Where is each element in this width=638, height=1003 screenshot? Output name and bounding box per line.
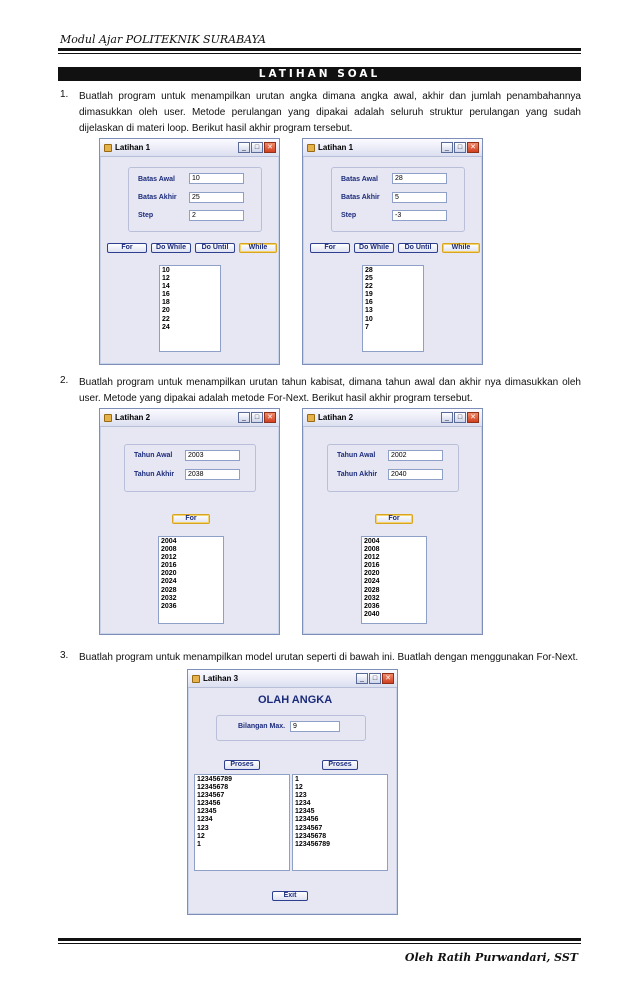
question-3-text: Buatlah program untuk menampilkan model urutan seperti di bawah ini. Buatlah dengan menggunakan For-Next. bbox=[79, 652, 579, 663]
olah-angka-heading: OLAH ANGKA bbox=[258, 694, 333, 706]
list-item[interactable]: 2004 bbox=[364, 538, 380, 545]
footer-rule bbox=[58, 938, 581, 941]
for-button[interactable]: For bbox=[310, 243, 350, 253]
step-input[interactable]: -3 bbox=[392, 210, 447, 221]
list-item[interactable]: 2032 bbox=[364, 594, 380, 602]
minimize-icon[interactable]: _ bbox=[441, 412, 453, 423]
tahun-akhir-input[interactable]: 2038 bbox=[185, 469, 240, 480]
window-title: Latihan 2 bbox=[115, 413, 151, 422]
result-listbox[interactable] bbox=[361, 536, 427, 624]
list-item[interactable]: 1 bbox=[197, 840, 201, 848]
label-step: Step bbox=[341, 212, 357, 219]
result-listbox[interactable] bbox=[362, 265, 424, 352]
bilangan-max-input[interactable]: 9 bbox=[290, 721, 340, 732]
app-icon bbox=[307, 144, 315, 152]
list-item[interactable]: 14 bbox=[162, 283, 170, 291]
list-item[interactable]: 123456 bbox=[295, 816, 319, 824]
list-item[interactable]: 20 bbox=[162, 307, 170, 315]
close-icon[interactable]: ✕ bbox=[467, 412, 479, 423]
list-item[interactable]: 2036 bbox=[161, 602, 177, 610]
list-item[interactable]: 28 bbox=[365, 267, 373, 274]
label-batas-awal: Batas Awal bbox=[138, 176, 175, 183]
list-item[interactable]: 2008 bbox=[161, 546, 177, 554]
app-icon bbox=[192, 675, 200, 683]
list-item[interactable]: 2040 bbox=[364, 610, 380, 618]
window-title: Latihan 2 bbox=[318, 413, 354, 422]
tahun-awal-input[interactable]: 2002 bbox=[388, 450, 443, 461]
page-header: Modul Ajar POLITEKNIK SURABAYA bbox=[60, 33, 266, 46]
maximize-icon[interactable]: □ bbox=[369, 673, 381, 684]
close-icon[interactable]: ✕ bbox=[382, 673, 394, 684]
do-while-button[interactable]: Do While bbox=[151, 243, 191, 253]
list-item[interactable]: 2020 bbox=[161, 570, 177, 578]
do-until-button[interactable]: Do Until bbox=[195, 243, 235, 253]
list-item[interactable]: 12 bbox=[295, 784, 303, 792]
list-item[interactable]: 16 bbox=[365, 299, 373, 307]
step-input[interactable]: 2 bbox=[189, 210, 244, 221]
while-button[interactable]: While bbox=[239, 243, 277, 253]
do-until-button[interactable]: Do Until bbox=[398, 243, 438, 253]
label-batas-akhir: Batas Akhir bbox=[341, 194, 380, 201]
result-listbox[interactable] bbox=[159, 265, 221, 352]
list-item[interactable]: 123456 bbox=[197, 800, 221, 808]
result-listbox-left[interactable] bbox=[194, 774, 290, 871]
label-tahun-akhir: Tahun Akhir bbox=[337, 471, 378, 478]
for-button[interactable]: For bbox=[172, 514, 210, 524]
app-icon bbox=[307, 414, 315, 422]
list-item[interactable]: 19 bbox=[365, 291, 373, 299]
list-item[interactable]: 1234 bbox=[197, 816, 213, 824]
list-item[interactable]: 22 bbox=[162, 315, 170, 323]
latihan2-window-left bbox=[99, 408, 280, 635]
list-item[interactable]: 16 bbox=[162, 291, 170, 299]
batas-akhir-input[interactable]: 5 bbox=[392, 192, 447, 203]
list-item[interactable]: 13 bbox=[365, 307, 373, 315]
app-icon bbox=[104, 414, 112, 422]
minimize-icon[interactable]: _ bbox=[441, 142, 453, 153]
list-item[interactable]: 1234567 bbox=[295, 824, 323, 832]
list-item[interactable]: 7 bbox=[365, 323, 369, 331]
label-batas-awal: Batas Awal bbox=[341, 176, 378, 183]
minimize-icon[interactable]: _ bbox=[238, 412, 250, 423]
list-item[interactable]: 12345678 bbox=[197, 784, 229, 792]
proses-right-button[interactable]: Proses bbox=[322, 760, 358, 770]
latihan2-window-right bbox=[302, 408, 483, 635]
list-item[interactable]: 12 bbox=[197, 832, 205, 840]
window-title: Latihan 1 bbox=[318, 143, 354, 152]
maximize-icon[interactable]: □ bbox=[251, 142, 263, 153]
result-listbox[interactable] bbox=[158, 536, 224, 624]
label-tahun-akhir: Tahun Akhir bbox=[134, 471, 175, 478]
list-item[interactable]: 1234 bbox=[295, 800, 311, 808]
list-item[interactable]: 12345 bbox=[295, 808, 315, 816]
header-rule bbox=[58, 48, 581, 51]
label-tahun-awal: Tahun Awal bbox=[337, 452, 376, 459]
question-1-number: 1. bbox=[60, 89, 69, 100]
maximize-icon[interactable]: □ bbox=[454, 412, 466, 423]
list-item[interactable]: 2036 bbox=[364, 602, 380, 610]
list-item[interactable]: 123456789 bbox=[295, 840, 331, 848]
exit-button[interactable]: Exit bbox=[272, 891, 308, 901]
list-item[interactable]: 1 bbox=[295, 776, 299, 783]
list-item[interactable]: 123 bbox=[197, 824, 209, 832]
question-3-number: 3. bbox=[60, 650, 69, 661]
question-1-text: Buatlah program untuk menampilkan urutan angka dimana angka awal, akhir dan jumlah penambahannya dimasukkan oleh user. Metode perulangan yang dipakai adalah seluruh struktur perulangan yang sudah dijelaskan di materi loop. Berikut hasil akhir program tersebut. bbox=[79, 91, 581, 134]
maximize-icon[interactable]: □ bbox=[251, 412, 263, 423]
window-title: Latihan 3 bbox=[203, 674, 239, 683]
close-icon[interactable]: ✕ bbox=[264, 412, 276, 423]
list-item[interactable]: 2024 bbox=[161, 578, 177, 586]
close-icon[interactable]: ✕ bbox=[467, 142, 479, 153]
close-icon[interactable]: ✕ bbox=[264, 142, 276, 153]
list-item[interactable]: 10 bbox=[365, 315, 373, 323]
list-item[interactable]: 24 bbox=[162, 323, 170, 331]
label-step: Step bbox=[138, 212, 154, 219]
while-button[interactable]: While bbox=[442, 243, 480, 253]
list-item[interactable]: 1234567 bbox=[197, 792, 225, 800]
section-banner: LATIHAN SOAL bbox=[58, 67, 581, 81]
question-2-text: Buatlah program untuk menampilkan urutan tahun kabisat, dimana tahun awal dan akhir nya dimasukkan oleh user. Metode yang dipakai adalah metode For-Next. Berikut hasil akhir program tersebut. bbox=[79, 377, 581, 404]
do-while-button[interactable]: Do While bbox=[354, 243, 394, 253]
label-bilangan-max: Bilangan Max. bbox=[238, 723, 286, 730]
list-item[interactable]: 10 bbox=[162, 267, 170, 274]
for-button[interactable]: For bbox=[107, 243, 147, 253]
proses-left-button[interactable]: Proses bbox=[224, 760, 260, 770]
minimize-icon[interactable]: _ bbox=[356, 673, 368, 684]
list-item[interactable]: 12345678 bbox=[295, 832, 327, 840]
list-item[interactable]: 2008 bbox=[364, 546, 380, 554]
question-2-number: 2. bbox=[60, 375, 69, 386]
latihan1-window-left bbox=[99, 138, 280, 365]
list-item[interactable]: 18 bbox=[162, 299, 170, 307]
app-icon bbox=[104, 144, 112, 152]
tahun-awal-input[interactable]: 2003 bbox=[185, 450, 240, 461]
list-item[interactable]: 2028 bbox=[364, 586, 380, 594]
list-item[interactable]: 2028 bbox=[161, 586, 177, 594]
list-item[interactable]: 2024 bbox=[364, 578, 380, 586]
list-item[interactable]: 2020 bbox=[364, 570, 380, 578]
list-item[interactable]: 123 bbox=[295, 792, 307, 800]
list-item[interactable]: 123456789 bbox=[197, 776, 233, 783]
footer-rule-thin bbox=[58, 943, 581, 944]
list-item[interactable]: 2016 bbox=[364, 562, 380, 570]
list-item[interactable]: 12 bbox=[162, 275, 170, 283]
list-item[interactable]: 25 bbox=[365, 275, 373, 283]
list-item[interactable]: 2012 bbox=[364, 554, 380, 562]
maximize-icon[interactable]: □ bbox=[454, 142, 466, 153]
minimize-icon[interactable]: _ bbox=[238, 142, 250, 153]
batas-awal-input[interactable]: 28 bbox=[392, 173, 447, 184]
for-button[interactable]: For bbox=[375, 514, 413, 524]
tahun-akhir-input[interactable]: 2040 bbox=[388, 469, 443, 480]
latihan3-window bbox=[187, 669, 398, 915]
page-footer: Oleh Ratih Purwandari, SST bbox=[404, 951, 578, 964]
list-item[interactable]: 2004 bbox=[161, 538, 177, 545]
label-batas-akhir: Batas Akhir bbox=[138, 194, 177, 201]
list-item[interactable]: 12345 bbox=[197, 808, 217, 816]
list-item[interactable]: 2032 bbox=[161, 594, 177, 602]
batas-awal-input[interactable]: 10 bbox=[189, 173, 244, 184]
list-item[interactable]: 22 bbox=[365, 283, 373, 291]
header-rule-thin bbox=[58, 53, 581, 54]
batas-akhir-input[interactable]: 25 bbox=[189, 192, 244, 203]
window-title: Latihan 1 bbox=[115, 143, 151, 152]
list-item[interactable]: 2016 bbox=[161, 562, 177, 570]
label-tahun-awal: Tahun Awal bbox=[134, 452, 173, 459]
list-item[interactable]: 2012 bbox=[161, 554, 177, 562]
result-listbox-right[interactable] bbox=[292, 774, 388, 871]
latihan1-window-right bbox=[302, 138, 483, 365]
